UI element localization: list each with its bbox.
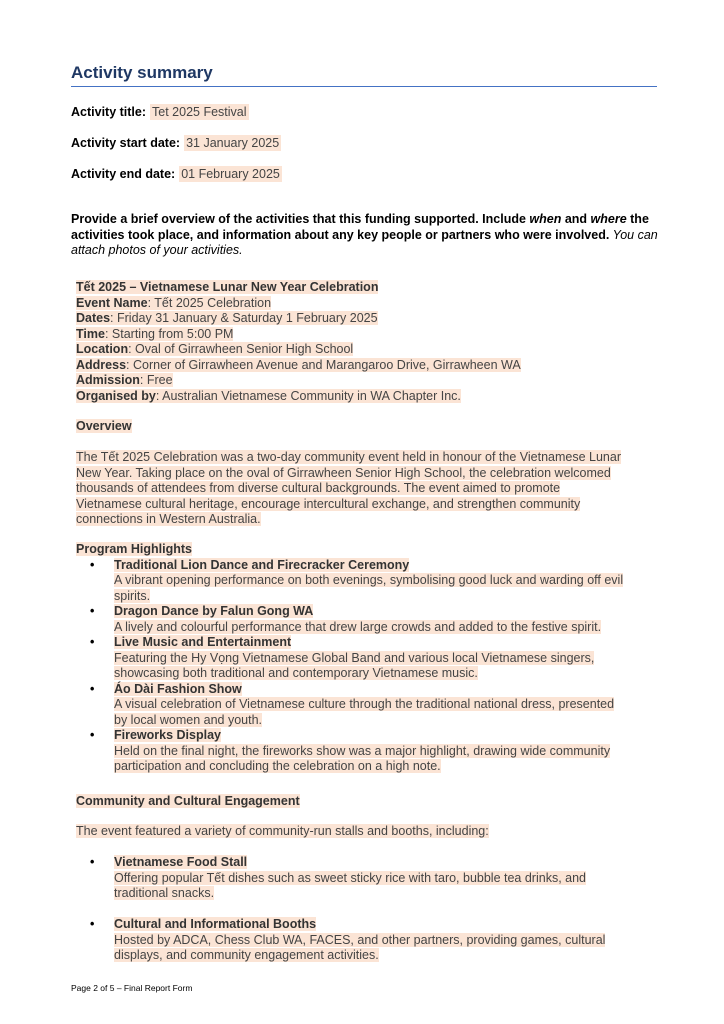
bullet-icon: •: [90, 604, 95, 618]
bullet-icon: •: [90, 855, 95, 869]
program-highlights[interactable]: [76, 542, 666, 775]
event-row-value: : Free: [139, 373, 173, 387]
overview-prompt: [71, 212, 661, 259]
activity-start-field: [71, 136, 281, 150]
prompt-text-1: Provide a brief overview of the activities that this funding supported. Include: [71, 212, 530, 226]
event-row-label: Organised by: [76, 388, 156, 403]
event-row: [76, 342, 666, 358]
event-row-label: Event Name: [76, 295, 148, 310]
highlight-line: Featuring the Hy Vọng Vietnamese Global Band and various local Vietnamese singers,: [114, 650, 595, 665]
bullet-icon: •: [90, 681, 95, 696]
highlight-line: spirits.: [114, 588, 151, 603]
community-intro-block[interactable]: [76, 824, 666, 840]
event-row: [76, 311, 666, 327]
page-footer: Page 2 of 5 – Final Report Form: [71, 983, 193, 993]
event-row-value: : Australian Vietnamese Community in WA Chapter Inc.: [155, 388, 461, 403]
highlight-line: by local women and youth.: [114, 712, 263, 727]
event-row: [76, 373, 666, 389]
event-title: Tết 2025 – Vietnamese Lunar New Year Celebration: [76, 280, 379, 294]
activity-end-field: [71, 167, 282, 181]
event-row: [76, 296, 666, 312]
event-row-label: Location: [76, 342, 129, 356]
highlights-heading: Program Highlights: [76, 542, 192, 556]
activity-title-value[interactable]: Tet 2025 Festival: [152, 105, 247, 119]
highlight-title: Fireworks Display: [114, 728, 221, 742]
section-heading: Activity summary: [71, 63, 213, 82]
community-heading: Community and Cultural Engagement: [76, 794, 300, 808]
prompt-text-2: and: [561, 212, 591, 226]
event-row-label: Address: [76, 357, 127, 372]
highlight-title: Áo Dài Fashion Show: [114, 681, 242, 696]
community-item-line: displays, and community engagement activities.: [114, 948, 379, 962]
community-item-title: Vietnamese Food Stall: [114, 855, 248, 869]
highlight-line: A vibrant opening performance on both evenings, symbolising good luck and warding off evil: [114, 573, 624, 587]
event-row: [76, 327, 666, 343]
community-item-line: Hosted by ADCA, Chess Club WA, FACES, and other partners, providing games, cultural: [114, 932, 606, 947]
event-row-value: : Friday 31 January & Saturday 1 February 2025: [110, 311, 378, 325]
highlight-title: Live Music and Entertainment: [114, 635, 292, 649]
event-row-value: : Tết 2025 Celebration: [147, 295, 272, 310]
activity-end-label: Activity end date:: [71, 167, 176, 181]
activity-title-field: [71, 105, 249, 119]
bullet-icon: •: [90, 635, 95, 649]
bullet-icon: •: [90, 728, 95, 742]
bullet-icon: •: [90, 917, 95, 931]
overview-heading: Overview: [76, 419, 132, 433]
list-item: [76, 855, 666, 902]
event-row: [76, 358, 666, 374]
overview-text[interactable]: [76, 450, 666, 528]
event-row: [76, 389, 666, 405]
prompt-text-3: the activities took place, and information about any key people or partners who were involved.: [71, 212, 649, 242]
overview-line: connections in Western Australia.: [76, 512, 261, 526]
highlight-title: Dragon Dance by Falun Gong WA: [114, 604, 314, 618]
activity-title-label: Activity title:: [71, 105, 147, 119]
highlights-list: [76, 558, 666, 775]
prompt-where: where: [590, 212, 627, 226]
list-item: [76, 604, 666, 635]
activity-start-value[interactable]: 31 January 2025: [186, 136, 280, 150]
community-intro: The event featured a variety of community-run stalls and booths, including:: [76, 824, 489, 838]
community-item-title: Cultural and Informational Booths: [114, 917, 317, 931]
event-row-label: Admission: [76, 373, 140, 387]
overview-line: thousands of attendees from diverse cultural backgrounds. The event aimed to promote: [76, 481, 561, 495]
event-row-label: Dates: [76, 311, 111, 325]
event-row-label: Time: [76, 326, 105, 341]
list-item: [76, 635, 666, 682]
activity-end-value[interactable]: 01 February 2025: [181, 167, 280, 181]
list-item: [76, 682, 666, 729]
community-list-2[interactable]: [76, 917, 666, 964]
heading-rule: [71, 86, 657, 87]
prompt-text-4: You can attach photos of your activities.: [71, 227, 658, 257]
event-row-value: : Corner of Girrawheen Avenue and Marangaroo Drive, Girrawheen WA: [126, 357, 521, 372]
highlight-title: Traditional Lion Dance and Firecracker Ceremony: [114, 557, 410, 572]
highlight-line: Held on the final night, the fireworks show was a major highlight, drawing wide community: [114, 743, 611, 758]
highlight-line: participation and concluding the celebration on a high note.: [114, 759, 441, 773]
highlight-line: A lively and colourful performance that drew large crowds and added to the festive spirit.: [114, 619, 602, 634]
community-list: [76, 855, 666, 902]
list-item: [76, 728, 666, 775]
highlight-line: A visual celebration of Vietnamese culture through the traditional national dress, presented: [114, 697, 615, 711]
community-list-1[interactable]: [76, 855, 666, 902]
activity-start-label: Activity start date:: [71, 136, 181, 150]
highlight-line: showcasing both traditional and contemporary Vietnamese music.: [114, 666, 478, 680]
bullet-icon: •: [90, 557, 95, 572]
overview-line: The Tết 2025 Celebration was a two-day community event held in honour of the Vietnamese Lunar: [76, 450, 622, 464]
community-list: [76, 917, 666, 964]
event-row-value: : Oval of Girrawheen Senior High School: [128, 342, 354, 356]
overview-section[interactable]: [76, 419, 666, 435]
overview-line: Vietnamese cultural heritage, encourage intercultural exchange, and strengthen community: [76, 496, 581, 511]
event-details[interactable]: [76, 280, 666, 404]
event-row-value: : Starting from 5:00 PM: [104, 326, 234, 341]
community-item-line: traditional snacks.: [114, 886, 215, 900]
community-item-line: Offering popular Tết dishes such as sweet sticky rice with taro, bubble tea drinks, and: [114, 870, 587, 885]
list-item: [76, 558, 666, 605]
prompt-when: when: [529, 212, 562, 226]
overview-line: New Year. Taking place on the oval of Girrawheen Senior High School, the celebration welcomed: [76, 465, 611, 480]
community-heading-block[interactable]: [76, 794, 666, 810]
list-item: [76, 917, 666, 964]
